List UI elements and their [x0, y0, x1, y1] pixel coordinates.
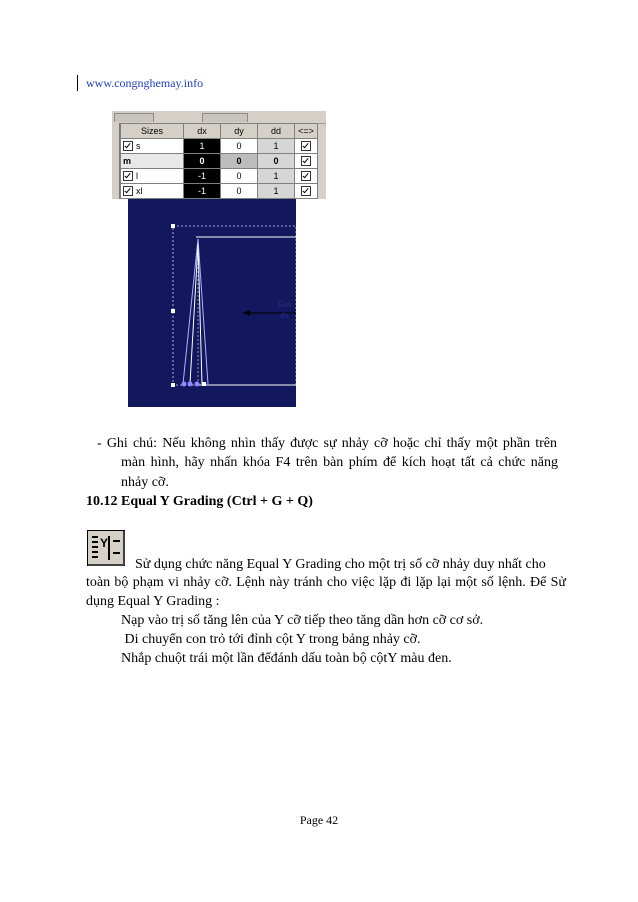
- link-checkbox[interactable]: [301, 156, 311, 166]
- handle[interactable]: [171, 224, 175, 228]
- grading-canvas[interactable]: [128, 199, 296, 407]
- note-line-1: - Ghi chú: Nếu không nhìn thấy được sự nhảy cỡ hoặc chỉ thấy một phần trên: [97, 436, 557, 451]
- note-line-3: nhảy cỡ.: [121, 475, 169, 490]
- step-1: Nạp vào trị số tăng lên của Y cỡ tiếp theo tăng dần hơn cỡ cơ sở.: [121, 613, 484, 628]
- table-row[interactable]: [121, 139, 318, 154]
- link-cell[interactable]: [295, 169, 318, 184]
- handle[interactable]: [171, 309, 175, 313]
- toolbar-tab: [202, 113, 248, 122]
- size-cell[interactable]: [121, 169, 184, 184]
- body-line-3: dụng Equal Y Grading :: [86, 594, 220, 609]
- body-line-2: toàn bộ phạm vi nhảy cỡ. Lệnh này tránh cho việc lặp đi lặp lại một số lệnh. Để Sử: [86, 575, 566, 590]
- link-cell[interactable]: [295, 139, 318, 154]
- col-dy[interactable]: dy: [221, 124, 258, 139]
- dd-cell[interactable]: 0: [258, 154, 295, 169]
- grade-outline: [183, 239, 208, 384]
- grading-table-row-header: [112, 123, 120, 199]
- dy-cell[interactable]: 0: [221, 169, 258, 184]
- grade-point[interactable]: [188, 382, 193, 387]
- toolbar-tab: [114, 113, 154, 122]
- note-line-2: màn hình, hãy nhấn khóa F4 trên bàn phím để kích hoạt tất cả chức năng: [121, 455, 558, 470]
- grading-drawing: [128, 199, 296, 407]
- table-row[interactable]: [121, 154, 318, 169]
- size-label: m: [123, 156, 132, 166]
- grade-point[interactable]: [182, 382, 187, 387]
- table-row[interactable]: [121, 184, 318, 199]
- dy-cell[interactable]: 0: [221, 154, 258, 169]
- dy-cell[interactable]: 0: [221, 139, 258, 154]
- col-dx[interactable]: dx: [184, 124, 221, 139]
- handle[interactable]: [202, 382, 206, 386]
- step-2: Di chuyển con trỏ tới đỉnh cột Y trong bảng nhảy cỡ.: [121, 632, 421, 647]
- checkbox[interactable]: [123, 141, 133, 151]
- header-link[interactable]: www.congnghemay.info: [86, 76, 204, 90]
- dd-cell[interactable]: 1: [258, 169, 295, 184]
- col-sizes[interactable]: Sizes: [121, 124, 184, 139]
- size-cell[interactable]: [121, 154, 184, 169]
- dx-cell[interactable]: -1: [184, 184, 221, 199]
- grading-table-screenshot: [112, 111, 326, 199]
- link-cell[interactable]: [295, 184, 318, 199]
- canvas-label-1: Gra: [278, 300, 292, 309]
- dx-cell[interactable]: -1: [184, 169, 221, 184]
- checkbox[interactable]: [123, 186, 133, 196]
- step-3: Nhắp chuột trái một lần đểđánh dấu toàn bộ cộtY màu đen.: [121, 651, 452, 666]
- grading-table: [120, 123, 318, 199]
- grade-point[interactable]: [195, 382, 200, 387]
- dx-cell[interactable]: 0: [184, 154, 221, 169]
- svg-text:Y: Y: [100, 536, 109, 550]
- arrow-head: [243, 310, 250, 316]
- size-label: l: [136, 170, 138, 181]
- col-dd[interactable]: dd: [258, 124, 295, 139]
- link-checkbox[interactable]: [301, 141, 311, 151]
- size-label: xl: [136, 185, 143, 196]
- link-checkbox[interactable]: [301, 171, 311, 181]
- link-checkbox[interactable]: [301, 186, 311, 196]
- header-rule: [77, 75, 78, 91]
- link-cell[interactable]: [295, 154, 318, 169]
- section-heading: 10.12 Equal Y Grading (Ctrl + G + Q): [86, 494, 313, 509]
- canvas-label-2: dx: [280, 311, 289, 320]
- size-label: s: [136, 140, 141, 151]
- col-link[interactable]: <=>: [295, 124, 318, 139]
- checkbox[interactable]: [123, 171, 133, 181]
- table-row[interactable]: [121, 169, 318, 184]
- dx-cell[interactable]: 1: [184, 139, 221, 154]
- handle[interactable]: [171, 383, 175, 387]
- dd-cell[interactable]: 1: [258, 184, 295, 199]
- size-cell[interactable]: [121, 139, 184, 154]
- equal-y-grading-icon: [87, 530, 125, 566]
- dd-cell[interactable]: 1: [258, 139, 295, 154]
- dy-cell[interactable]: 0: [221, 184, 258, 199]
- body-line-1: Sử dụng chức năng Equal Y Grading cho một trị số cỡ nhảy duy nhất cho: [135, 557, 546, 572]
- size-cell[interactable]: [121, 184, 184, 199]
- page-number: Page 42: [299, 813, 339, 827]
